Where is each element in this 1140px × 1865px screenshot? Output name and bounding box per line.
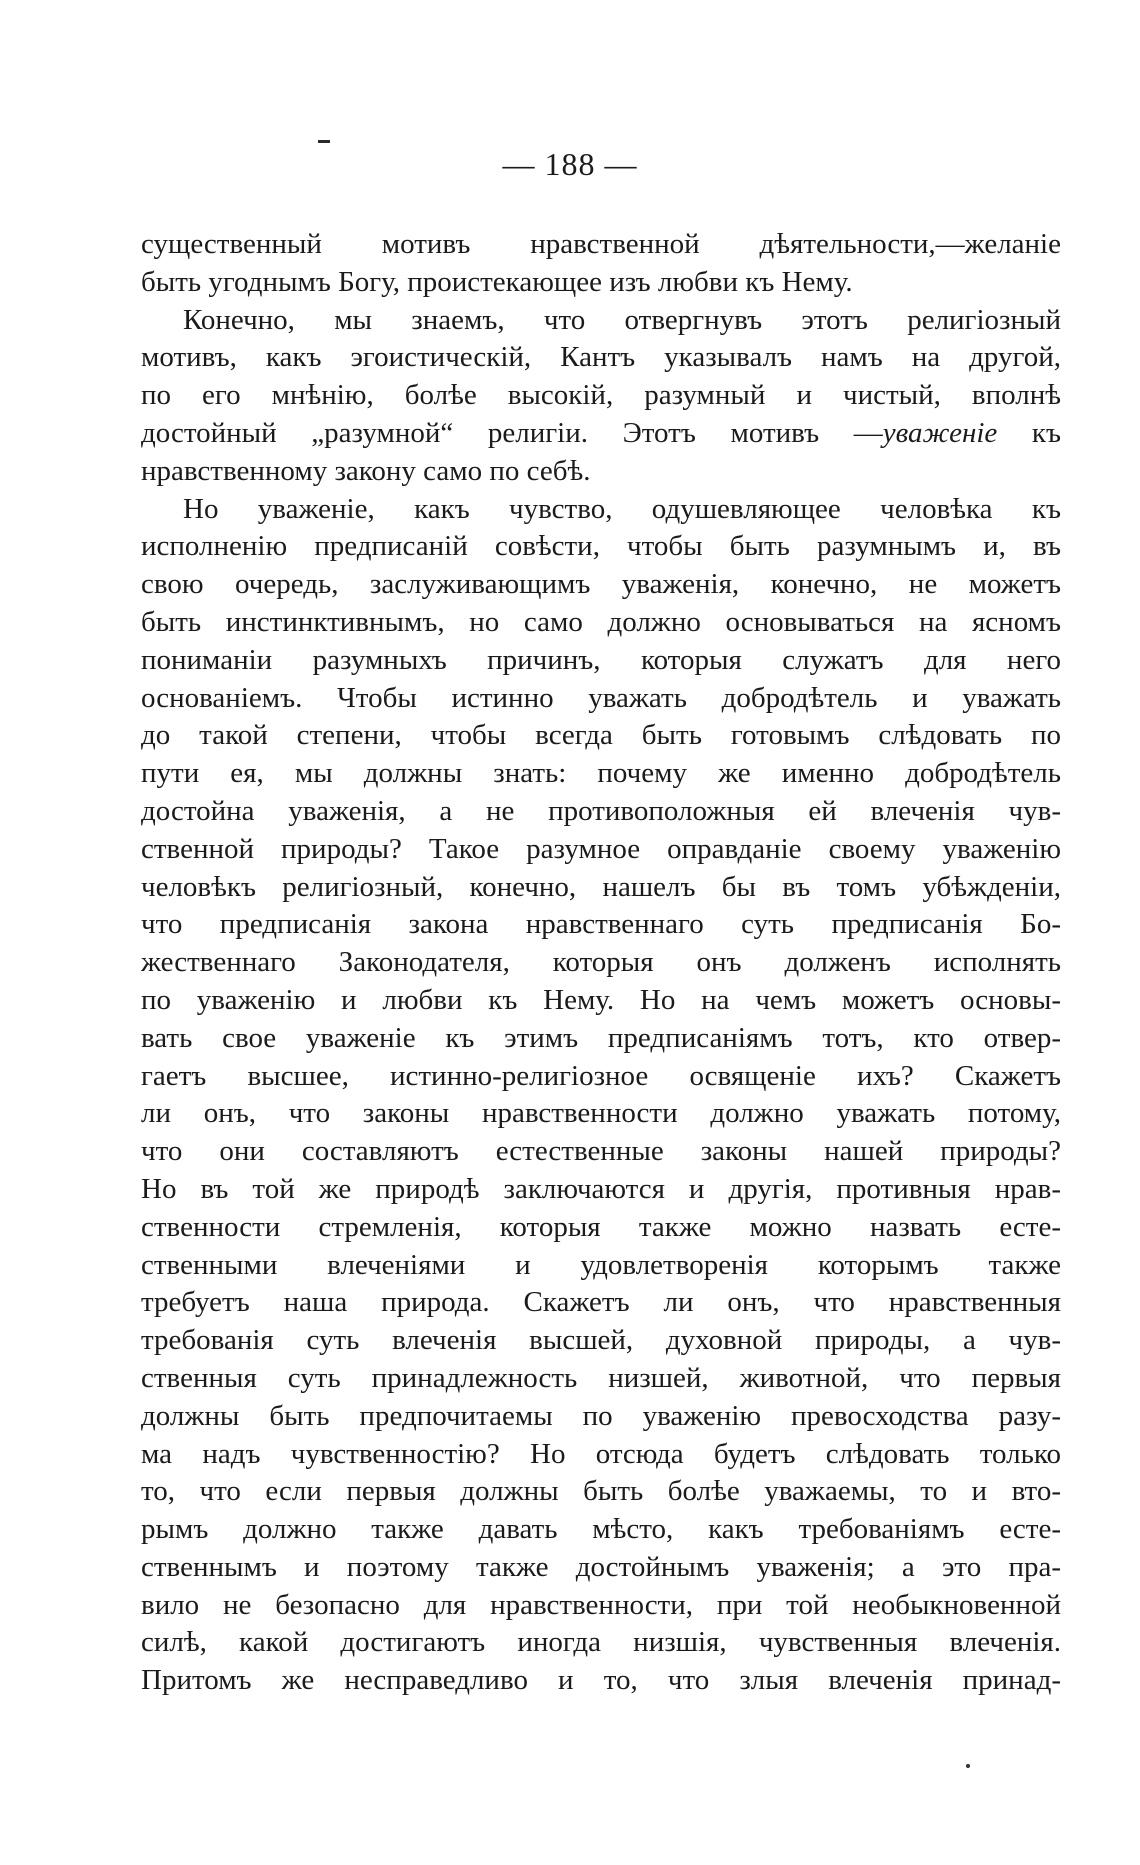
text-line: ственности стремленія, которыя также можно назвать есте- — [141, 1210, 1061, 1243]
page-number: — 188 — — [502, 146, 638, 182]
text-line: Конечно, мы знаемъ, что отвергнувъ этотъ религіозный — [183, 303, 1061, 336]
text-line: ма надъ чувственностію? Но отсюда будетъ слѣдовать только — [141, 1437, 1061, 1470]
text-line: то, что если первыя должны быть болѣе уважаемы, то и вто- — [141, 1475, 1061, 1508]
text-line: достойна уваженія, а не противоположныя ей влеченія чув- — [141, 794, 1061, 827]
text-line: что они составляютъ естественные законы нашей природы? — [141, 1135, 1061, 1168]
text-line: требуетъ наша природа. Скажетъ ли онъ, что нравственныя — [141, 1286, 1061, 1319]
text-line: что предписанія закона нравственнаго суть предписанія Бо- — [141, 908, 1061, 941]
text-line: вать свое уваженіе къ этимъ предписаніямъ тотъ, кто отвер- — [141, 1021, 1061, 1054]
text-line: человѣкъ религіозный, конечно, нашелъ бы въ томъ убѣжденіи, — [141, 870, 1061, 903]
print-speck — [966, 1764, 970, 1768]
text-line: ли онъ, что законы нравственности должно уважать потому, — [141, 1097, 1061, 1130]
text-line: Притомъ же несправедливо и то, что злыя влеченія принад- — [141, 1664, 1061, 1697]
text-line: исполненію предписаній совѣсти, чтобы быть разумнымъ и, въ — [141, 530, 1061, 563]
text-line: Но уваженіе, какъ чувство, одушевляющее человѣка къ — [183, 492, 1061, 525]
emphasized-word: уваженіе — [882, 416, 998, 449]
print-mark — [318, 140, 330, 143]
text-line: пониманіи разумныхъ причинъ, которыя служатъ для него — [141, 643, 1061, 676]
text-line: мотивъ, какъ эгоистическій, Кантъ указывалъ намъ на другой, — [141, 341, 1061, 374]
text-line: ственной природы? Такое разумное оправданіе своему уваженію — [141, 832, 1061, 865]
text-run: достойный „разумной“ религіи. Этотъ мотивъ — — [141, 416, 883, 449]
text-line: Но въ той же природѣ заключаются и другія, противныя нрав- — [141, 1172, 1061, 1205]
text-line: свою очередь, заслуживающимъ уваженія, конечно, не можетъ — [141, 568, 1061, 601]
text-line: нравственному закону само по себѣ. — [141, 454, 591, 487]
text-line: ственныя суть принадлежность низшей, животной, что первыя — [141, 1361, 1061, 1394]
text-line: ственнымъ и поэтому также достойнымъ уваженія; а это пра- — [141, 1550, 1061, 1583]
text-line: основаніемъ. Чтобы истинно уважать добродѣтель и уважать — [141, 681, 1061, 714]
text-line: силѣ, какой достигаютъ иногда низшія, чувственныя влеченія. — [141, 1626, 1061, 1659]
text-line: быть угоднымъ Богу, проистекающее изъ любви къ Нему. — [141, 265, 853, 298]
text-line: требованія суть влеченія высшей, духовной природы, а чув- — [141, 1324, 1061, 1357]
text-line-with-emphasis — [141, 415, 1061, 453]
text-line: до такой степени, чтобы всегда быть готовымъ слѣдовать по — [141, 719, 1061, 752]
text-line: должны быть предпочитаемы по уваженію превосходства разу- — [141, 1399, 1061, 1432]
text-line: пути ея, мы должны знать: почему же именно добродѣтель — [141, 757, 1061, 790]
text-line: рымъ должно также давать мѣсто, какъ требованіямъ есте- — [141, 1513, 1061, 1546]
text-line: существенный мотивъ нравственной дѣятельности,—желаніе — [141, 228, 1061, 260]
text-line: вило не безопасно для нравственности, при той необыкновенной — [141, 1588, 1061, 1621]
text-line: гаетъ высшее, истинно-религіозное освященіе ихъ? Скажетъ — [141, 1059, 1061, 1092]
text-line: жественнаго Законодателя, которыя онъ долженъ исполнять — [141, 946, 1061, 979]
text-body — [141, 226, 1061, 1700]
text-line: быть инстинктивнымъ, но само должно основываться на ясномъ — [141, 605, 1061, 638]
text-line: ственными влеченіями и удовлетворенія которымъ также — [141, 1248, 1061, 1281]
text-run: къ — [997, 416, 1061, 449]
text-line: по уваженію и любви къ Нему. Но на чемъ можетъ основы- — [141, 983, 1061, 1016]
text-line: по его мнѣнію, болѣе высокій, разумный и чистый, вполнѣ — [141, 379, 1061, 412]
